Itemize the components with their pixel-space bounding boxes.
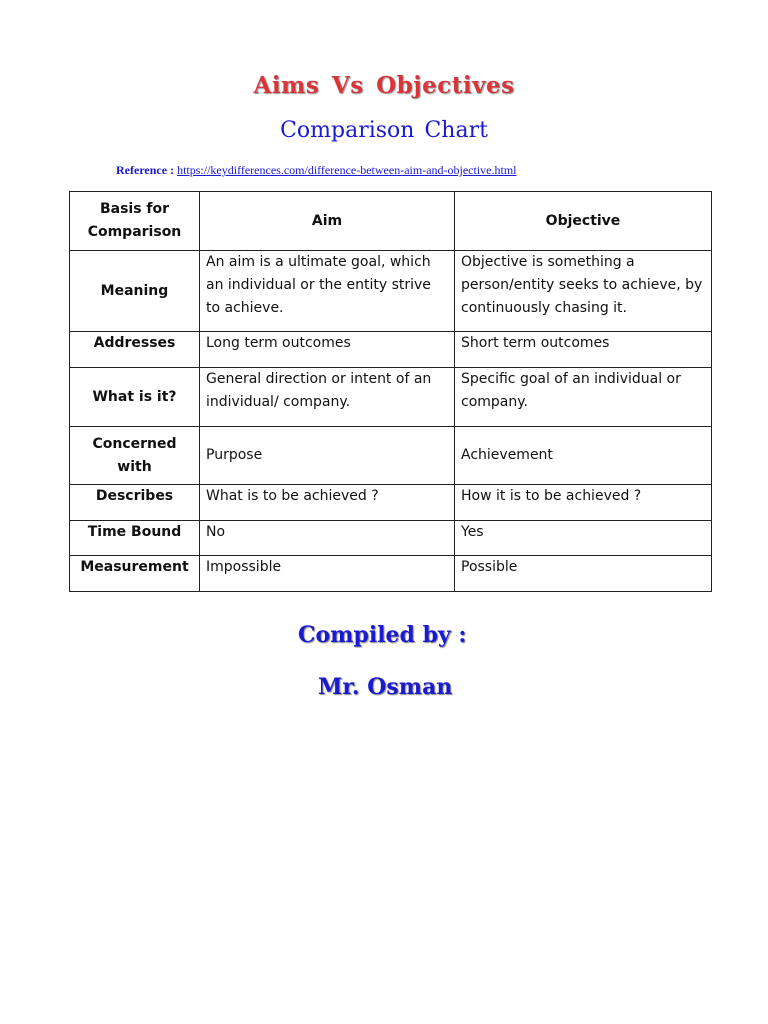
row-objective: How it is to be achieved ? bbox=[455, 485, 712, 521]
row-aim: An aim is a ultimate goal, which an individual or the entity strive to achieve. bbox=[200, 251, 455, 332]
row-aim: Purpose bbox=[200, 427, 455, 485]
row-objective: Objective is something a person/entity seeks to achieve, by continuously chasing it. bbox=[455, 251, 712, 332]
row-objective: Yes bbox=[455, 521, 712, 556]
reference-label: Reference : bbox=[116, 163, 178, 177]
author-name: Mr. Osman bbox=[318, 674, 453, 700]
row-objective: Possible bbox=[455, 556, 712, 592]
table-row bbox=[70, 427, 712, 485]
row-aim: General direction or intent of an individual/ company. bbox=[200, 368, 455, 427]
header-aim: Aim bbox=[200, 192, 455, 251]
table-row bbox=[70, 521, 712, 556]
row-basis: Describes bbox=[70, 485, 200, 521]
table-row bbox=[70, 485, 712, 521]
reference-link[interactable]: https://keydifferences.com/difference-between-aim-and-objective.html bbox=[177, 163, 517, 177]
page-subtitle: Comparison Chart bbox=[280, 118, 488, 143]
row-objective: Short term outcomes bbox=[455, 332, 712, 368]
row-aim: Impossible bbox=[200, 556, 455, 592]
row-aim: Long term outcomes bbox=[200, 332, 455, 368]
row-basis: What is it? bbox=[70, 368, 200, 427]
row-basis: Concerned with bbox=[70, 427, 200, 485]
comparison-table bbox=[69, 191, 712, 592]
row-objective: Achievement bbox=[455, 427, 712, 485]
header-objective: Objective bbox=[455, 192, 712, 251]
table-row bbox=[70, 556, 712, 592]
row-objective: Specific goal of an individual or company. bbox=[455, 368, 712, 427]
table-row bbox=[70, 332, 712, 368]
row-basis: Time Bound bbox=[70, 521, 200, 556]
compiled-by-label: Compiled by : bbox=[298, 622, 467, 648]
table-row bbox=[70, 368, 712, 427]
row-basis: Addresses bbox=[70, 332, 200, 368]
row-aim: No bbox=[200, 521, 455, 556]
header-basis: Basis for Comparison bbox=[70, 192, 200, 251]
row-aim: What is to be achieved ? bbox=[200, 485, 455, 521]
table-row bbox=[70, 251, 712, 332]
table-header-row bbox=[70, 192, 712, 251]
row-basis: Measurement bbox=[70, 556, 200, 592]
page-title: Aims Vs Objectives bbox=[253, 72, 515, 99]
row-basis: Meaning bbox=[70, 251, 200, 332]
reference-line bbox=[116, 163, 517, 178]
